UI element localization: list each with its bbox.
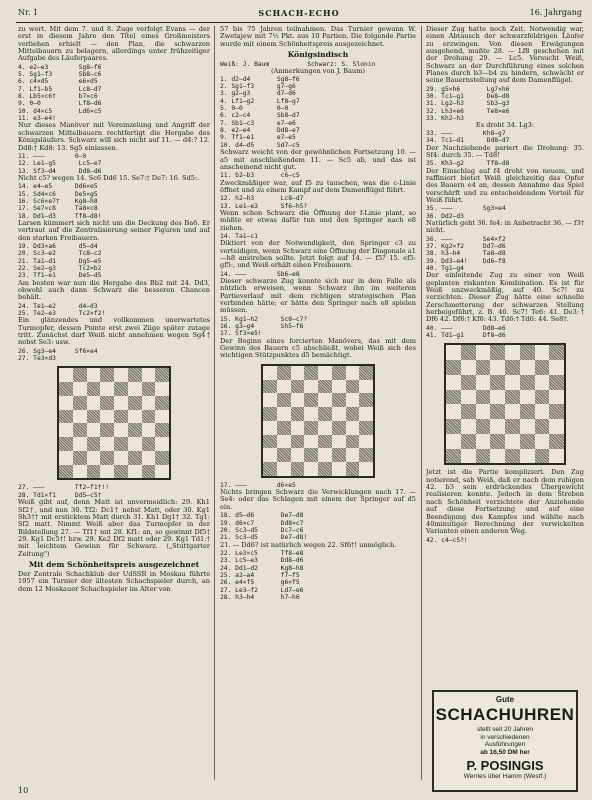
- board-square: [549, 434, 564, 449]
- board-square: [87, 382, 101, 396]
- paragraph: zu wort. Mit dem 7. und 8. Zuge verfolgt Evans — der erst in diesem Jahre den Titel eines Großmeisters verliehen erhielt — den Plan, die schwarzen Mittelbauern zu belagern, allerdings unter frühzeitiger Aufgabe des Läuferpaares.: [18, 26, 210, 63]
- board-square: [461, 375, 476, 390]
- board-square: [520, 360, 535, 375]
- board-square: [100, 423, 114, 437]
- move-list: 12. h2—h3 Lc8—d7 13. Le1—e3 Sf6—h5?: [220, 195, 308, 210]
- board-square: [318, 448, 332, 462]
- players-line: Weiß: J. Baum Schwarz: S. Slonin: [220, 61, 376, 69]
- board-square: [114, 410, 128, 424]
- board-square: [549, 390, 564, 405]
- board-square: [73, 451, 87, 465]
- board-square: [100, 396, 114, 410]
- board-square: [277, 421, 291, 435]
- board-square: [87, 368, 101, 382]
- board-square: [520, 390, 535, 405]
- board-square: [263, 407, 277, 421]
- board-square: [128, 396, 142, 410]
- board-square: [291, 407, 305, 421]
- chess-diagram: [57, 366, 171, 480]
- paragraph: Jetzt ist die Partie kompliziert. Den Zug notierend, sah Weiß, daß er nach dem ruhigen 42. b3 sein erdrückendes Übergewicht realisieren konnte. Jedoch in dem Streben nach Schönheit verzichtete der Anziehende auf diese Fortsetzung und auf eine Beendigung des Kampfes und wählte nach 40minutiger Berechnung der verwickelten Varianten einen anderen Weg.: [426, 468, 584, 536]
- board-square: [505, 449, 520, 464]
- board-square: [318, 380, 332, 394]
- move-list: 14. e4—e5 Dd6×e5 15. Sd4×c6 De5×g5 16. Sc6×e7† Kg8—h8 17. Se7×c8 Ta8×c8 18. Dd1—d3 Tf8—d8!: [18, 183, 102, 220]
- board-square: [59, 368, 73, 382]
- board-square: [520, 404, 535, 419]
- board-square: [155, 423, 169, 437]
- board-square: [142, 465, 156, 479]
- board-square: [291, 462, 305, 476]
- board-square: [318, 407, 332, 421]
- board-square: [318, 462, 332, 476]
- board-square: [461, 434, 476, 449]
- paragraph: Am besten war nun die Hergabe des Bb2 mit 24. Dd3, obwohl auch dann Schwarz die besseren Chancen behält.: [18, 278, 210, 302]
- board-square: [476, 390, 491, 405]
- volume-year: 16. Jahrgang: [529, 8, 582, 17]
- board-square: [291, 448, 305, 462]
- board-square: [332, 435, 346, 449]
- board-square: [291, 435, 305, 449]
- paragraph: Nicht c5? wegen 14. Sc6 Dd6 15. Se7:† De7: 16. Sd5:.: [18, 173, 200, 182]
- board-square: [346, 393, 360, 407]
- board-square: [490, 434, 505, 449]
- move-list: 19. Dd3×a6 d5—d4 20. Sc3—e2 Tc8—c2 21. Ta1—d1 Dg5—e5 22. Se2—g3 Tc2×b2 23. Tf1—e1 De5—d5: [18, 242, 102, 280]
- board-square: [346, 435, 360, 449]
- ad-line: stellt seit 20 Jahren: [476, 726, 533, 733]
- board-square: [155, 368, 169, 382]
- board-square: [359, 393, 373, 407]
- board-square: [332, 407, 346, 421]
- column-divider: [421, 26, 422, 780]
- ad-line: Ausführungen: [484, 741, 526, 748]
- board-square: [446, 390, 461, 405]
- board-square: [304, 366, 318, 380]
- board-square: [263, 448, 277, 462]
- board-square: [87, 396, 101, 410]
- board-square: [128, 382, 142, 396]
- board-square: [476, 419, 491, 434]
- board-square: [318, 421, 332, 435]
- board-square: [73, 396, 87, 410]
- board-square: [520, 345, 535, 360]
- board-square: [263, 462, 277, 476]
- paragraph: Nichts bringen Schwarz die Verwicklungen nach 17. — Se4: oder das Schlagen mit einem der Springer auf d5 ein.: [220, 488, 416, 511]
- board-square: [73, 368, 87, 382]
- board-square: [476, 434, 491, 449]
- move-list: 33. ——— Kh8—g7 34. Tc1—d1 Dd8—d7: [426, 129, 510, 145]
- board-square: [505, 375, 520, 390]
- board-square: [490, 390, 505, 405]
- board-square: [59, 437, 73, 451]
- board-square: [461, 390, 476, 405]
- board-square: [332, 380, 346, 394]
- board-square: [114, 465, 128, 479]
- board-square: [304, 380, 318, 394]
- board-square: [304, 421, 318, 435]
- board-square: [87, 465, 101, 479]
- board-square: [128, 465, 142, 479]
- board-square: [59, 410, 73, 424]
- board-square: [359, 421, 373, 435]
- move-list: 11. b2—b3 c6—c5: [220, 172, 300, 180]
- board-square: [505, 360, 520, 375]
- board-square: [277, 435, 291, 449]
- board-square: [549, 375, 564, 390]
- board-square: [461, 449, 476, 464]
- board-square: [142, 382, 156, 396]
- board-square: [114, 396, 128, 410]
- board-square: [446, 449, 461, 464]
- board-square: [100, 368, 114, 382]
- board-square: [87, 437, 101, 451]
- board-square: [263, 366, 277, 380]
- board-square: [304, 462, 318, 476]
- board-square: [549, 360, 564, 375]
- board-square: [304, 448, 318, 462]
- board-square: [446, 404, 461, 419]
- board-square: [114, 451, 128, 465]
- board-square: [359, 366, 373, 380]
- board-square: [346, 407, 360, 421]
- board-square: [359, 448, 373, 462]
- board-square: [520, 434, 535, 449]
- board-square: [359, 435, 373, 449]
- board-square: [535, 419, 550, 434]
- chess-diagram: [261, 364, 375, 478]
- board-square: [490, 375, 505, 390]
- board-square: [59, 423, 73, 437]
- board-square: [535, 390, 550, 405]
- board-square: [446, 375, 461, 390]
- board-square: [505, 390, 520, 405]
- board-square: [535, 404, 550, 419]
- paragraph: Dieser schwarze Zug konnte sich nur in dem Falle als nützlich erweisen, wenn Schwarz ihn im weiteren Partieverlauf mit dem richtigen strategischen Plan verbinden hätte; er hätte den Springer nach e8 spielen müssen.: [220, 277, 416, 315]
- board-square: [142, 437, 156, 451]
- board-square: [155, 410, 169, 424]
- board-square: [142, 410, 156, 424]
- move-list: 36. ——— Se4×f2 37. Kg2×f2 Dd7—d6 38. h3—h4 Ta8—d8 39. Dd3—e4! Dd6—f8 40. Tg1—g4: [426, 235, 506, 272]
- board-square: [359, 407, 373, 421]
- board-square: [128, 451, 142, 465]
- chess-diagram: [444, 343, 566, 465]
- board-square: [291, 366, 305, 380]
- threat-note: Es droht 34. Lg3:: [475, 121, 535, 130]
- page-header: [16, 8, 582, 22]
- issue-number: Nr. 1: [18, 8, 39, 17]
- paragraph: Der Nachziehende pariert die Drohung: 35. Sf4: durch 35. — Td8!: [426, 143, 584, 159]
- board-square: [476, 375, 491, 390]
- annotation-note: (Anmerkungen von J. Baum): [270, 67, 366, 76]
- section-heading: Mit dem Schönheitspreis ausgezeichnet: [28, 559, 200, 569]
- move-list: 1. d2—d4 Sg8—f6 2. Sg1—f3 g7—g6 3. g2—g3 d7—d6 4. Lf1—g2 Lf8—g7 5. 0—0 0—0 6. c2—c4 Sb8—d7 7. Sb1—c3 e7—e6 8. e2—e4 Dd8—e7 9. Tf1—e1 e7—e5 10. d4—d5 Sd7—c5: [220, 75, 300, 149]
- board-square: [277, 366, 291, 380]
- move-list: 26. Sg3—e4 Sf6×e4 27. Te3×d3: [18, 347, 98, 363]
- board-square: [346, 448, 360, 462]
- board-square: [346, 462, 360, 476]
- board-square: [142, 451, 156, 465]
- column-1: [18, 26, 210, 782]
- move-list: 24. Te1—e2 d4—d3 25. Te2—e3 Tc2×f2!: [18, 302, 106, 318]
- board-square: [318, 435, 332, 449]
- board-square: [277, 462, 291, 476]
- publication-title: SCHACH-ECHO: [258, 8, 340, 18]
- move-list: 14. ——— Sb6—e8: [220, 270, 300, 278]
- board-square: [318, 393, 332, 407]
- board-square: [59, 382, 73, 396]
- board-square: [461, 360, 476, 375]
- board-square: [73, 423, 87, 437]
- board-square: [142, 396, 156, 410]
- board-square: [346, 380, 360, 394]
- board-square: [155, 451, 169, 465]
- board-square: [263, 421, 277, 435]
- paragraph: Der Zentrale Schachklub der UdSSR in Moskau führte 1957 ein Turnier der ältesten Schachspieler durch, an dem 12 Moskauer Schachspieler im Alter von: [18, 569, 210, 593]
- board-square: [490, 419, 505, 434]
- board-square: [535, 434, 550, 449]
- board-square: [100, 451, 114, 465]
- board-square: [59, 465, 73, 479]
- move-list: 14. Ta1—c1: [220, 232, 258, 240]
- move-list: 29. g5×h6 Lg7×h6 30. Tc1—g1 De8—d8 31. Lg2—h3 Sb3—g3 32. Lh3×e6 Te8×e6 33. Kh2—h3: [426, 85, 510, 123]
- paragraph: Weiß gibt auf, denn Matt ist unvermeidlich: 29. Kh1 Sf2†, und nun 30. Tf2: Dc1† nebst Matt, oder 30. Kg1 Sh3†† mit ersticktem Matt durch 31. Kh1 Dg1† 32. Tg1: Sf2 matt. Nimmt Weiß aber das Turmopfer in der Bildstellung 27. — Tf1† mit 28. Kf1: an, so gewinnt Df5† 29. Kg1 Dc5†! bzw. 29. Ke2 Df2 matt oder 29. Kg1 Td1:† mit leichtem Gewinn für Schwarz. („Stuttgarter Zeitung"): [18, 498, 210, 558]
- board-square: [461, 345, 476, 360]
- board-square: [291, 380, 305, 394]
- board-square: [87, 451, 101, 465]
- board-square: [549, 345, 564, 360]
- board-square: [87, 410, 101, 424]
- paragraph: Larsen kümmert sich nicht um die Deckung des Ba6. Er vertraut auf die Zentralisierung seiner Figuren und auf den starken Freibauern.: [18, 218, 210, 242]
- board-square: [263, 380, 277, 394]
- paragraph: 57 bis 75 Jahren teilnahmen. Das Turnier gewann W. Zwetajew mit 7½ Pkt. aus 10 Partien. Die folgende Partie wurde mit einem Schönheitspreis ausgezeichnet.: [220, 26, 416, 48]
- board-square: [155, 465, 169, 479]
- board-square: [100, 465, 114, 479]
- column-2: [220, 26, 416, 782]
- board-square: [142, 423, 156, 437]
- board-square: [332, 448, 346, 462]
- board-square: [490, 404, 505, 419]
- ad-line: in verschiedenen: [480, 733, 530, 741]
- board-square: [446, 434, 461, 449]
- move-list: 40. ——— Dd8—e6 41. Td1—g1 Df8—d6: [426, 324, 506, 340]
- board-square: [277, 380, 291, 394]
- move-list: 35. Kh3—g2 Tf8—d8: [426, 160, 510, 168]
- board-square: [304, 393, 318, 407]
- board-square: [476, 404, 491, 419]
- paragraph: Der einleitende Zug zu einer von Weiß geplanten riskanten Kombination. Es ist für Weiß unzweckmäßig, auf 40. Sc7! zu verzichten. Dieser Zug hätte eine schnelle Zerschmetterung der schwarzen Stellung herbeigeführt, z. B. 40. Sc7! Te6: 41. De3:† Df6 42. Df6:† Kf6: 43. Td6:† Td6: 44. Se8†.: [426, 271, 584, 324]
- board-square: [318, 366, 332, 380]
- advertisement: [432, 690, 578, 792]
- board-square: [277, 448, 291, 462]
- board-square: [549, 449, 564, 464]
- board-square: [128, 423, 142, 437]
- board-square: [114, 382, 128, 396]
- board-square: [73, 410, 87, 424]
- move-list: 15. Kg1—h2 Sc8—c7? 16. g3—g4 Sh5—f6 17. Sf3×e5!: [220, 315, 308, 338]
- board-square: [155, 437, 169, 451]
- board-square: [100, 437, 114, 451]
- board-square: [535, 345, 550, 360]
- board-square: [155, 382, 169, 396]
- board-square: [535, 360, 550, 375]
- board-square: [100, 382, 114, 396]
- board-square: [332, 421, 346, 435]
- page-number: 10: [18, 786, 29, 795]
- ad-price: ab 16,50 DM her: [480, 748, 530, 756]
- paragraph: Diktiert von der Notwendigkeit, den Springer c3 zu verteidigen, wenn Schwarz eine Öffnung der Diagonale a1—h8 anstreben sollte. Jetzt folgt auf 14. — f5? 15. ef5: gf5:, und Weiß erhält einen Freibauern.: [220, 239, 416, 270]
- board-square: [100, 410, 114, 424]
- board-square: [461, 404, 476, 419]
- move-list: 18. d5—d6 De7—d8 19. d6×c7 Dd8×c7 20. Sc3—d5 Dc7—c6 21. Sc3—d5 De7—d8!: [220, 512, 308, 542]
- board-square: [535, 375, 550, 390]
- board-square: [277, 393, 291, 407]
- board-square: [332, 366, 346, 380]
- board-square: [520, 419, 535, 434]
- header-rule: [16, 22, 582, 23]
- board-square: [291, 393, 305, 407]
- board-square: [263, 435, 277, 449]
- ad-address: Werries über Hamm (Westf.): [463, 773, 547, 780]
- move-list: 22. Le3×c5 Tf8—e8 23. Lc5—e3 Dd8—d6 24. Dd1—d2 Kg8—h8 25. a2—a4 f7—f5 26. e4×f5 g6×f5 27. Le3—f2 Ld7—e6 28. h3—h4 h7—h6: [220, 549, 304, 601]
- move-list: 35. ——— Sg3×e4 36. Dd2—d3: [426, 205, 506, 220]
- board-square: [73, 465, 87, 479]
- paragraph: Schwarz weicht von der gewöhnlichen Fortsetzung 10. — a5 mit anschließendem 11. — Sc5 ab, und das ist anscheinend nicht gut.: [220, 148, 416, 171]
- board-square: [490, 360, 505, 375]
- column-3: [426, 26, 584, 782]
- paragraph: Wenn schon Schwarz die Öffnung der f-Linie plant, so müßte er etwas dafür tun und den Springer nach e8 ziehen.: [220, 208, 416, 232]
- board-square: [114, 423, 128, 437]
- paragraph: Ein glänzendes und vollkommen unerwartetes Turmopfer, dessen Pointe erst zwei Züge später zutage tritt. Zunächst darf Weiß nicht annehmen wegen Sg4† nebst Se3: usw.: [18, 316, 210, 347]
- paragraph: Der Einschlag auf f4 droht von neuem, und raffiniert bietet Weiß gleichzeitig das Opfer des Bauern e4 an, dessen Annahme das Spiel verschärft und zu entscheidendem Vorteil für Weiß führt.: [426, 166, 584, 204]
- board-square: [128, 368, 142, 382]
- board-square: [87, 423, 101, 437]
- board-square: [73, 382, 87, 396]
- paragraph: Zweckmäßiger war, auf f5 zu tauschen, was die c-Linie öffnet und zu einem Kampf auf dem Damenflügel führt.: [220, 178, 416, 194]
- board-square: [359, 462, 373, 476]
- board-square: [263, 393, 277, 407]
- board-square: [277, 407, 291, 421]
- board-square: [155, 396, 169, 410]
- board-square: [346, 421, 360, 435]
- board-square: [549, 419, 564, 434]
- board-square: [359, 380, 373, 394]
- game-heading: Königsindisch: [287, 50, 349, 60]
- paragraph: Der Beginn eines forcierten Manövers, das mit dem Gewinn des Bauern c5 abschließt, wobei Weiß sich des wichtigen Stützpunktes d5 bemächtigt.: [220, 336, 416, 360]
- board-square: [461, 419, 476, 434]
- ad-title: SCHACHUHREN: [435, 705, 575, 724]
- board-square: [304, 435, 318, 449]
- board-square: [490, 449, 505, 464]
- move-list: 11. ——— 0—0 12. Le1—g5 Lc5—e7 13. Sf3—d4 Dd8—d6: [18, 152, 102, 175]
- board-square: [114, 437, 128, 451]
- paragraph: Natürlich geht 36. fe4: in Anbetracht 36. — f3† nicht.: [426, 218, 584, 235]
- board-square: [446, 419, 461, 434]
- board-square: [73, 437, 87, 451]
- board-square: [490, 345, 505, 360]
- ad-kicker: Gute: [495, 695, 515, 704]
- board-square: [128, 437, 142, 451]
- board-square: [59, 396, 73, 410]
- board-square: [142, 368, 156, 382]
- move-list: 27. ——— Tf2—f1†!! 28. Td1×f1 Dd5—c5†: [18, 484, 109, 499]
- board-square: [476, 360, 491, 375]
- board-square: [114, 368, 128, 382]
- board-square: [476, 345, 491, 360]
- ad-firm: P. POSINGIS: [466, 758, 544, 773]
- board-square: [332, 393, 346, 407]
- board-square: [520, 449, 535, 464]
- board-square: [505, 419, 520, 434]
- move-list: 17. ——— d6×e5: [220, 481, 296, 489]
- paragraph: 21. — Dd6? ist natürlich wegen 22. Sf6†! unmöglich.: [220, 540, 397, 549]
- move-list: 4. e2—e3 Sg8—f6 5. Sg1—f3 Sb8—c6 6. c4×d5 e6×d5 7. Lf1—b5 Lc8—d7 8. Lb5×c6† b7×c6 9. 0—0 Lf8—d6 10. d4×c5 Ld6×c5 11. e3—e4!: [18, 63, 102, 123]
- board-square: [446, 345, 461, 360]
- board-square: [549, 404, 564, 419]
- board-square: [476, 449, 491, 464]
- board-square: [332, 462, 346, 476]
- board-square: [505, 434, 520, 449]
- board-square: [505, 345, 520, 360]
- board-square: [446, 360, 461, 375]
- column-divider: [214, 26, 215, 780]
- board-square: [128, 410, 142, 424]
- board-square: [291, 421, 305, 435]
- board-square: [520, 375, 535, 390]
- board-square: [505, 404, 520, 419]
- paragraph: Dieser Zug hatte noch Zeit. Notwendig war, einen Abtausch der schwarzfeldrigen Läufer zu erzwingen. Von diesen Erwägungen ausgehend, mußte 28. — Lf8 geschehen mit der Drohung 29. — Lc5. Versucht Weiß, Schwarz an der Durchführung eines solchen Planes durch b3—b4 zu hindern, schwächt er seine Bauernstellung auf dem Damenflügel.: [426, 26, 584, 85]
- board-square: [304, 407, 318, 421]
- board-square: [535, 449, 550, 464]
- board-square: [59, 451, 73, 465]
- paragraph: Nur dieses Manöver mit Vereinzelung und Angriff der schwarzen Mittelbauern rechtfertigt die Hergabe des Königsläufers. Schwarz will sich nicht auf 11. — d4:? 12. Dd8:† Kd8: 13. Sg5 einlassen.: [18, 121, 210, 152]
- board-square: [346, 366, 360, 380]
- move-list: 42. c4—c5?!: [426, 536, 468, 544]
